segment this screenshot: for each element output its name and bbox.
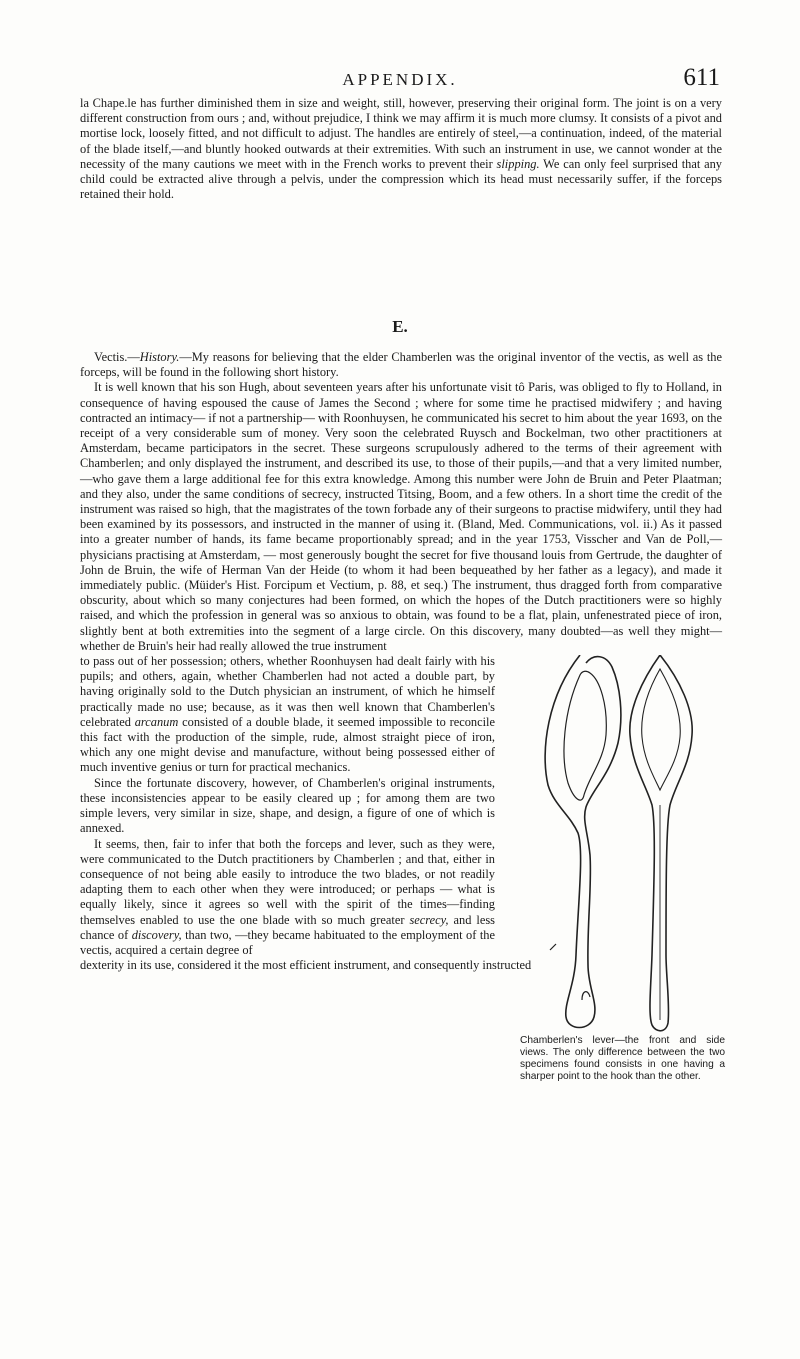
paragraph-text: —My reasons for believing that the elder Chamberlen was the original inventor of the vectis, as well as the forceps, will be found in the following short history. bbox=[80, 350, 722, 380]
running-title: APPENDIX. bbox=[342, 70, 458, 89]
vectis-term: Vectis.— bbox=[94, 350, 140, 364]
paragraph-text: We can only feel surprised that any child could be extracted alive through a pelvis, under the compression which its head must necessarily suffer, if the forceps retained their hold. bbox=[80, 156, 722, 202]
emphasis-text: discovery, bbox=[131, 927, 182, 942]
wrapped-paragraph bbox=[80, 837, 495, 959]
continued-paragraph bbox=[80, 96, 722, 202]
emphasis-text: arcanum bbox=[134, 714, 179, 729]
wrapped-paragraph bbox=[80, 654, 495, 776]
intro-paragraph bbox=[80, 350, 722, 380]
page-number: 611 bbox=[683, 64, 720, 91]
running-head bbox=[80, 64, 720, 94]
paragraph-text: la Chape.le has further diminished them in size and weight, still, however, preserving their original form. The joint is on a very different construction from ours ; and, without prejudice, I think we may affirm it is much more clumsy. It consists of a pivot and mortise lock, loosely fitted, and not difficult to adjust. The handles are entirely of steel,—a continuation, indeed, of the material of the blade itself,—and bluntly hooked outwards at their extremities. With such an instrument in use, we cannot wonder at the necessity of the many cautions we meet with in the French works to prevent their bbox=[80, 96, 722, 171]
history-paragraph: It is well known that his son Hugh, about seventeen years after his unfortunate visit tô Paris, was obliged to fly to Holland, in consequence of having espoused the cause of James the Second ; where for some time he practised midwifery ; and having contracted an intimacy— if not a partnership— with Roonhuysen, he communicated his secret to him about the year 1693, on the receipt of a very considerable sum of money. Very soon the celebrated Ruysch and Bockelman, two other practitioners at Amsterdam, became participators in the secret. These surgeons scrupulously adhered to the terms of their agreement with Chamberlen; and only displayed the instrument, and described its use, to those of their pupils,—and that a very limited number,—who gave them a large additional fee for this extra knowledge. Among this number were John de Bruin and Peter Plaatman; and they also, under the same conditions of secrecy, instructed Titsing, Boom, and a few others. In a short time the credit of the instrument was raised so high, that the magistrates of the town forbade any of their surgeons to practise midwifery, until they had been examined by its possessors, and instructed in the manner of using it. (Bland, Med. Communications, vol. ii.) As it passed into a greater number of hands, its fame became proportionably spread; and in the year 1753, Visscher and Van de Poll,—physicians practising at Amsterdam, — most generously bought the secret for five thousand louis from Gertrude, the daughter of John de Bruin, the wife of Herman Van der Heide (to whom it had been bequeathed by her father as a legacy), and made it immediately public. (Müider's Hist. Forcipum et Vectium, p. 88, et seq.) The instrument, thus dragged forth from comparative obscurity, about which so many conjectures had been formed, on which the hopes of the Dutch practitioners were so highly raised, and which the profession in general was so anxious to obtain, was found to be a flat, plain, unfenestrated piece of iron, slightly bent at both extremities into the segment of a large circle. On this discovery, many doubted—as well they might—whether de Bruin's heir had really allowed the true instrument bbox=[80, 380, 722, 653]
paragraph-text: than two, —they became habituated to the employment of the vectis, acquired a certain degree of bbox=[80, 927, 495, 957]
emphasis-text: secrecy, bbox=[409, 912, 449, 927]
paragraph-text: consisted of a double blade, it seemed impossible to reconcile this fact with the production of the simple, rude, almost straight piece of iron, which any one might devise and manufacture, without being possessed either of much inventive genius or turn for practical mechanics. bbox=[80, 714, 495, 775]
figure-caption: Chamberlen's lever—the front and side views. The only difference between the two specimens found consists in one having a sharper point to the hook than the other. bbox=[520, 1035, 725, 1082]
history-heading: History. bbox=[139, 350, 180, 364]
paragraph-text: and less chance of bbox=[80, 912, 495, 942]
tick-mark bbox=[550, 944, 556, 950]
lever-illustration bbox=[520, 655, 725, 1035]
section-heading: E. bbox=[392, 317, 408, 336]
final-line: dexterity in its use, considered it the most efficient instrument, and consequently instructed bbox=[80, 958, 532, 973]
wrapped-column bbox=[80, 654, 495, 958]
lever-side-view bbox=[630, 655, 692, 1031]
emphasis-text: slipping. bbox=[496, 156, 540, 171]
wrapped-paragraph: Since the fortunate discovery, however, of Chamberlen's original instruments, these inconsistencies appear to be easily cleared up ; for among them are two simple levers, very similar in size, shape, and design, a figure of one of which is annexed. bbox=[80, 775, 495, 836]
paragraph-text: It seems, then, fair to infer that both the forceps and lever, such as they were, were communicated to the Dutch practitioners by Chamberlen ; and that, either in consequence of not being able easily to introduce the two blades, or not readily adapting them to each other when they were introduced; or perhaps — what is equally likely, since it agrees so well with the spirit of the times—finding themselves enabled to use the one blade with so much greater bbox=[80, 836, 495, 927]
paragraph-text: to pass out of her possession; others, whether Roonhuysen had dealt fairly with his pupils; and others, again, whether Chamberlen had not acted a double part, by having originally sold to the Dutch physician an instrument, of which he himself practically made no use; because, as it was then well known that Chamberlen's celebrated bbox=[80, 654, 495, 729]
lever-figure bbox=[520, 655, 725, 1035]
lever-front-view bbox=[545, 655, 621, 1028]
